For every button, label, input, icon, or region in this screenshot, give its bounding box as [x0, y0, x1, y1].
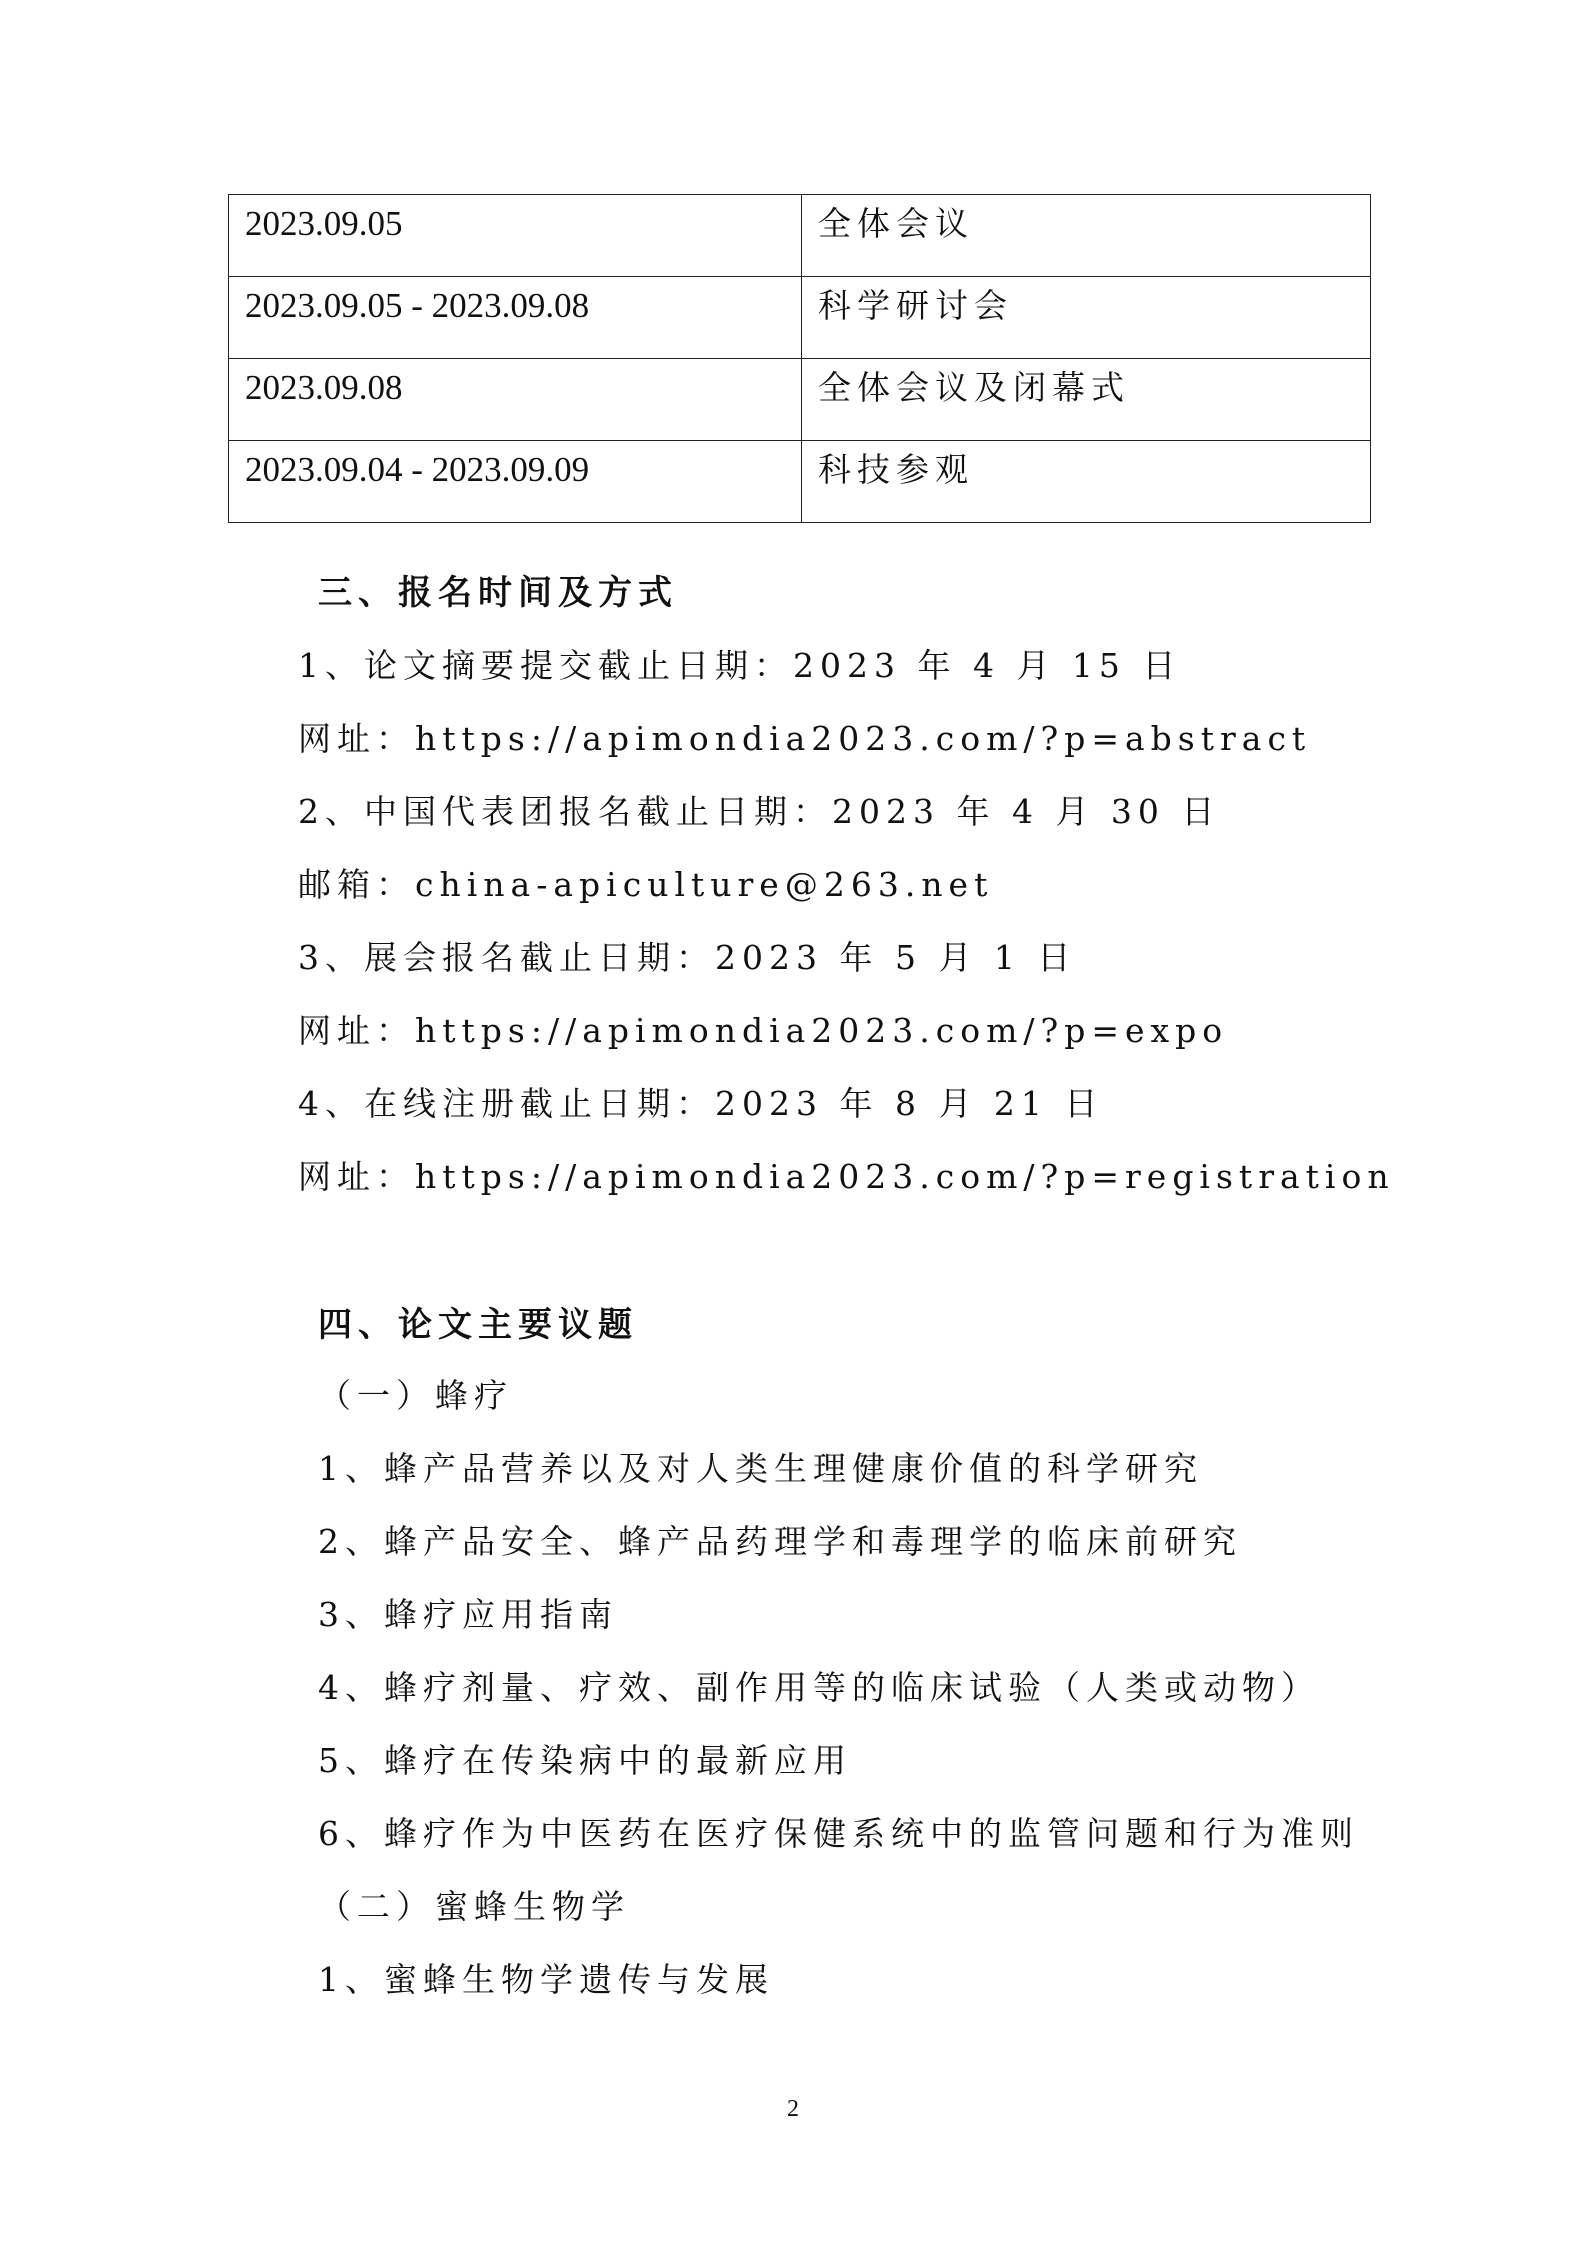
section-4-heading: 四、论文主要议题 [318, 1305, 638, 1345]
topic-item: 3、蜂疗应用指南 [318, 1595, 618, 1634]
schedule-event: 科学研讨会 [802, 277, 1371, 359]
topic-item: 1、蜜蜂生物学遗传与发展 [318, 1960, 774, 1999]
table-row [229, 359, 1371, 441]
deadline-abstract: 1、论文摘要提交截止日期：2023 年 4 月 15 日 [298, 646, 1182, 685]
topic-item: 6、蜂疗作为中医药在医疗保健系统中的监管问题和行为准则 [318, 1814, 1359, 1853]
section-3-heading: 三、报名时间及方式 [318, 573, 678, 613]
deadline-expo: 3、展会报名截止日期：2023 年 5 月 1 日 [298, 938, 1077, 977]
schedule-event: 全体会议 [802, 195, 1371, 277]
schedule-table [228, 194, 1371, 523]
table-row [229, 195, 1371, 277]
schedule-date: 2023.09.04 - 2023.09.09 [229, 441, 802, 523]
topic-item: 4、蜂疗剂量、疗效、副作用等的临床试验（人类或动物） [318, 1668, 1320, 1707]
topic-item: 2、蜂产品安全、蜂产品药理学和毒理学的临床前研究 [318, 1522, 1242, 1561]
url-abstract: 网址：https://apimondia2023.com/?p=abstract [298, 719, 1312, 758]
subsection-apitherapy: （一）蜂疗 [318, 1376, 513, 1415]
topic-item: 5、蜂疗在传染病中的最新应用 [318, 1741, 852, 1780]
deadline-delegation: 2、中国代表团报名截止日期：2023 年 4 月 30 日 [298, 792, 1221, 831]
deadline-registration: 4、在线注册截止日期：2023 年 8 月 21 日 [298, 1084, 1104, 1123]
table-row [229, 277, 1371, 359]
schedule-event: 科技参观 [802, 441, 1371, 523]
schedule-date: 2023.09.08 [229, 359, 802, 441]
table-row [229, 441, 1371, 523]
subsection-bee-biology: （二）蜜蜂生物学 [318, 1887, 630, 1926]
url-registration: 网址：https://apimondia2023.com/?p=registration [298, 1157, 1395, 1196]
schedule-date: 2023.09.05 - 2023.09.08 [229, 277, 802, 359]
email-delegation: 邮箱：china-apiculture@263.net [298, 865, 994, 904]
url-expo: 网址：https://apimondia2023.com/?p=expo [298, 1011, 1229, 1050]
schedule-event: 全体会议及闭幕式 [802, 359, 1371, 441]
schedule-date: 2023.09.05 [229, 195, 802, 277]
page-number: 2 [787, 2096, 799, 2122]
topic-item: 1、蜂产品营养以及对人类生理健康价值的科学研究 [318, 1449, 1203, 1488]
